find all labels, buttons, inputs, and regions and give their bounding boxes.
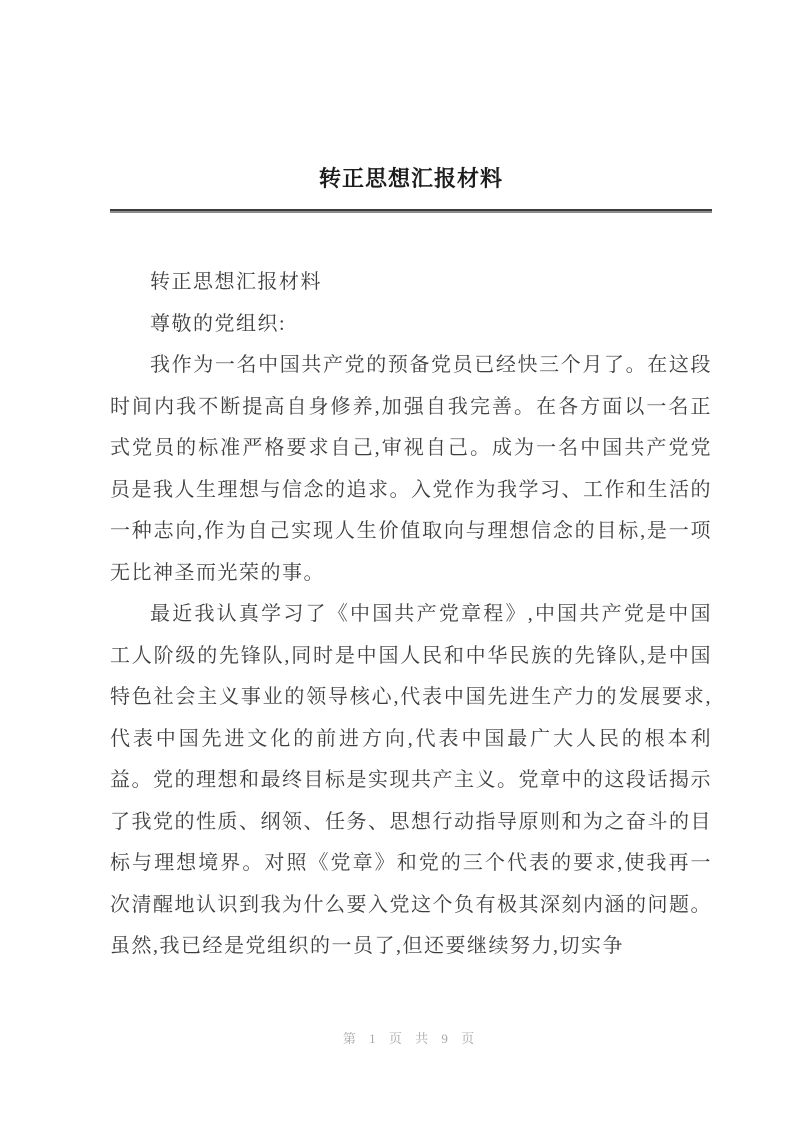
- page-title: 转正思想汇报材料: [318, 166, 503, 191]
- page-number-text: 第 1 页 共 9 页: [342, 1031, 480, 1046]
- title-divider: [110, 209, 712, 213]
- paragraph-body-1: 我作为一名中国共产党的预备党员已经快三个月了。在这段时间内我不断提高自身修养,加强自我完善。在各方面以一名正式党员的标准严格要求自己,审视自己。成为一名中国共产党党员是我人生理想与信念的追求。入党作为我学习、工作和生活的一种志向,作为自己实现人生价值取向与理想信念的目标,是一项无比神圣而光荣的事。: [110, 354, 712, 584]
- page-footer: [110, 1028, 712, 1047]
- paragraph-body-2: 最近我认真学习了《中国共产党章程》,中国共产党是中国工人阶级的先锋队,同时是中国人民和中华民族的先锋队,是中国特色社会主义事业的领导核心,代表中国先进生产力的发展要求,代表中国先进文化的前进方向,代表中国最广大人民的根本利益。党的理想和最终目标是实现共产主义。党章中的这段话揭示了我党的性质、纲领、任务、思想行动指导原则和为之奋斗的目标与理想境界。对照《党章》和党的三个代表的要求,使我再一次清醒地认识到我为什么要入党这个负有极其深刻内涵的问题。虽然,我已经是党组织的一员了,但还要继续努力,切实争: [110, 603, 712, 957]
- paragraph-title-line: 转正思想汇报材料: [150, 271, 322, 293]
- paragraph-salutation: 尊敬的党组织:: [150, 312, 287, 335]
- document-body: [110, 262, 712, 968]
